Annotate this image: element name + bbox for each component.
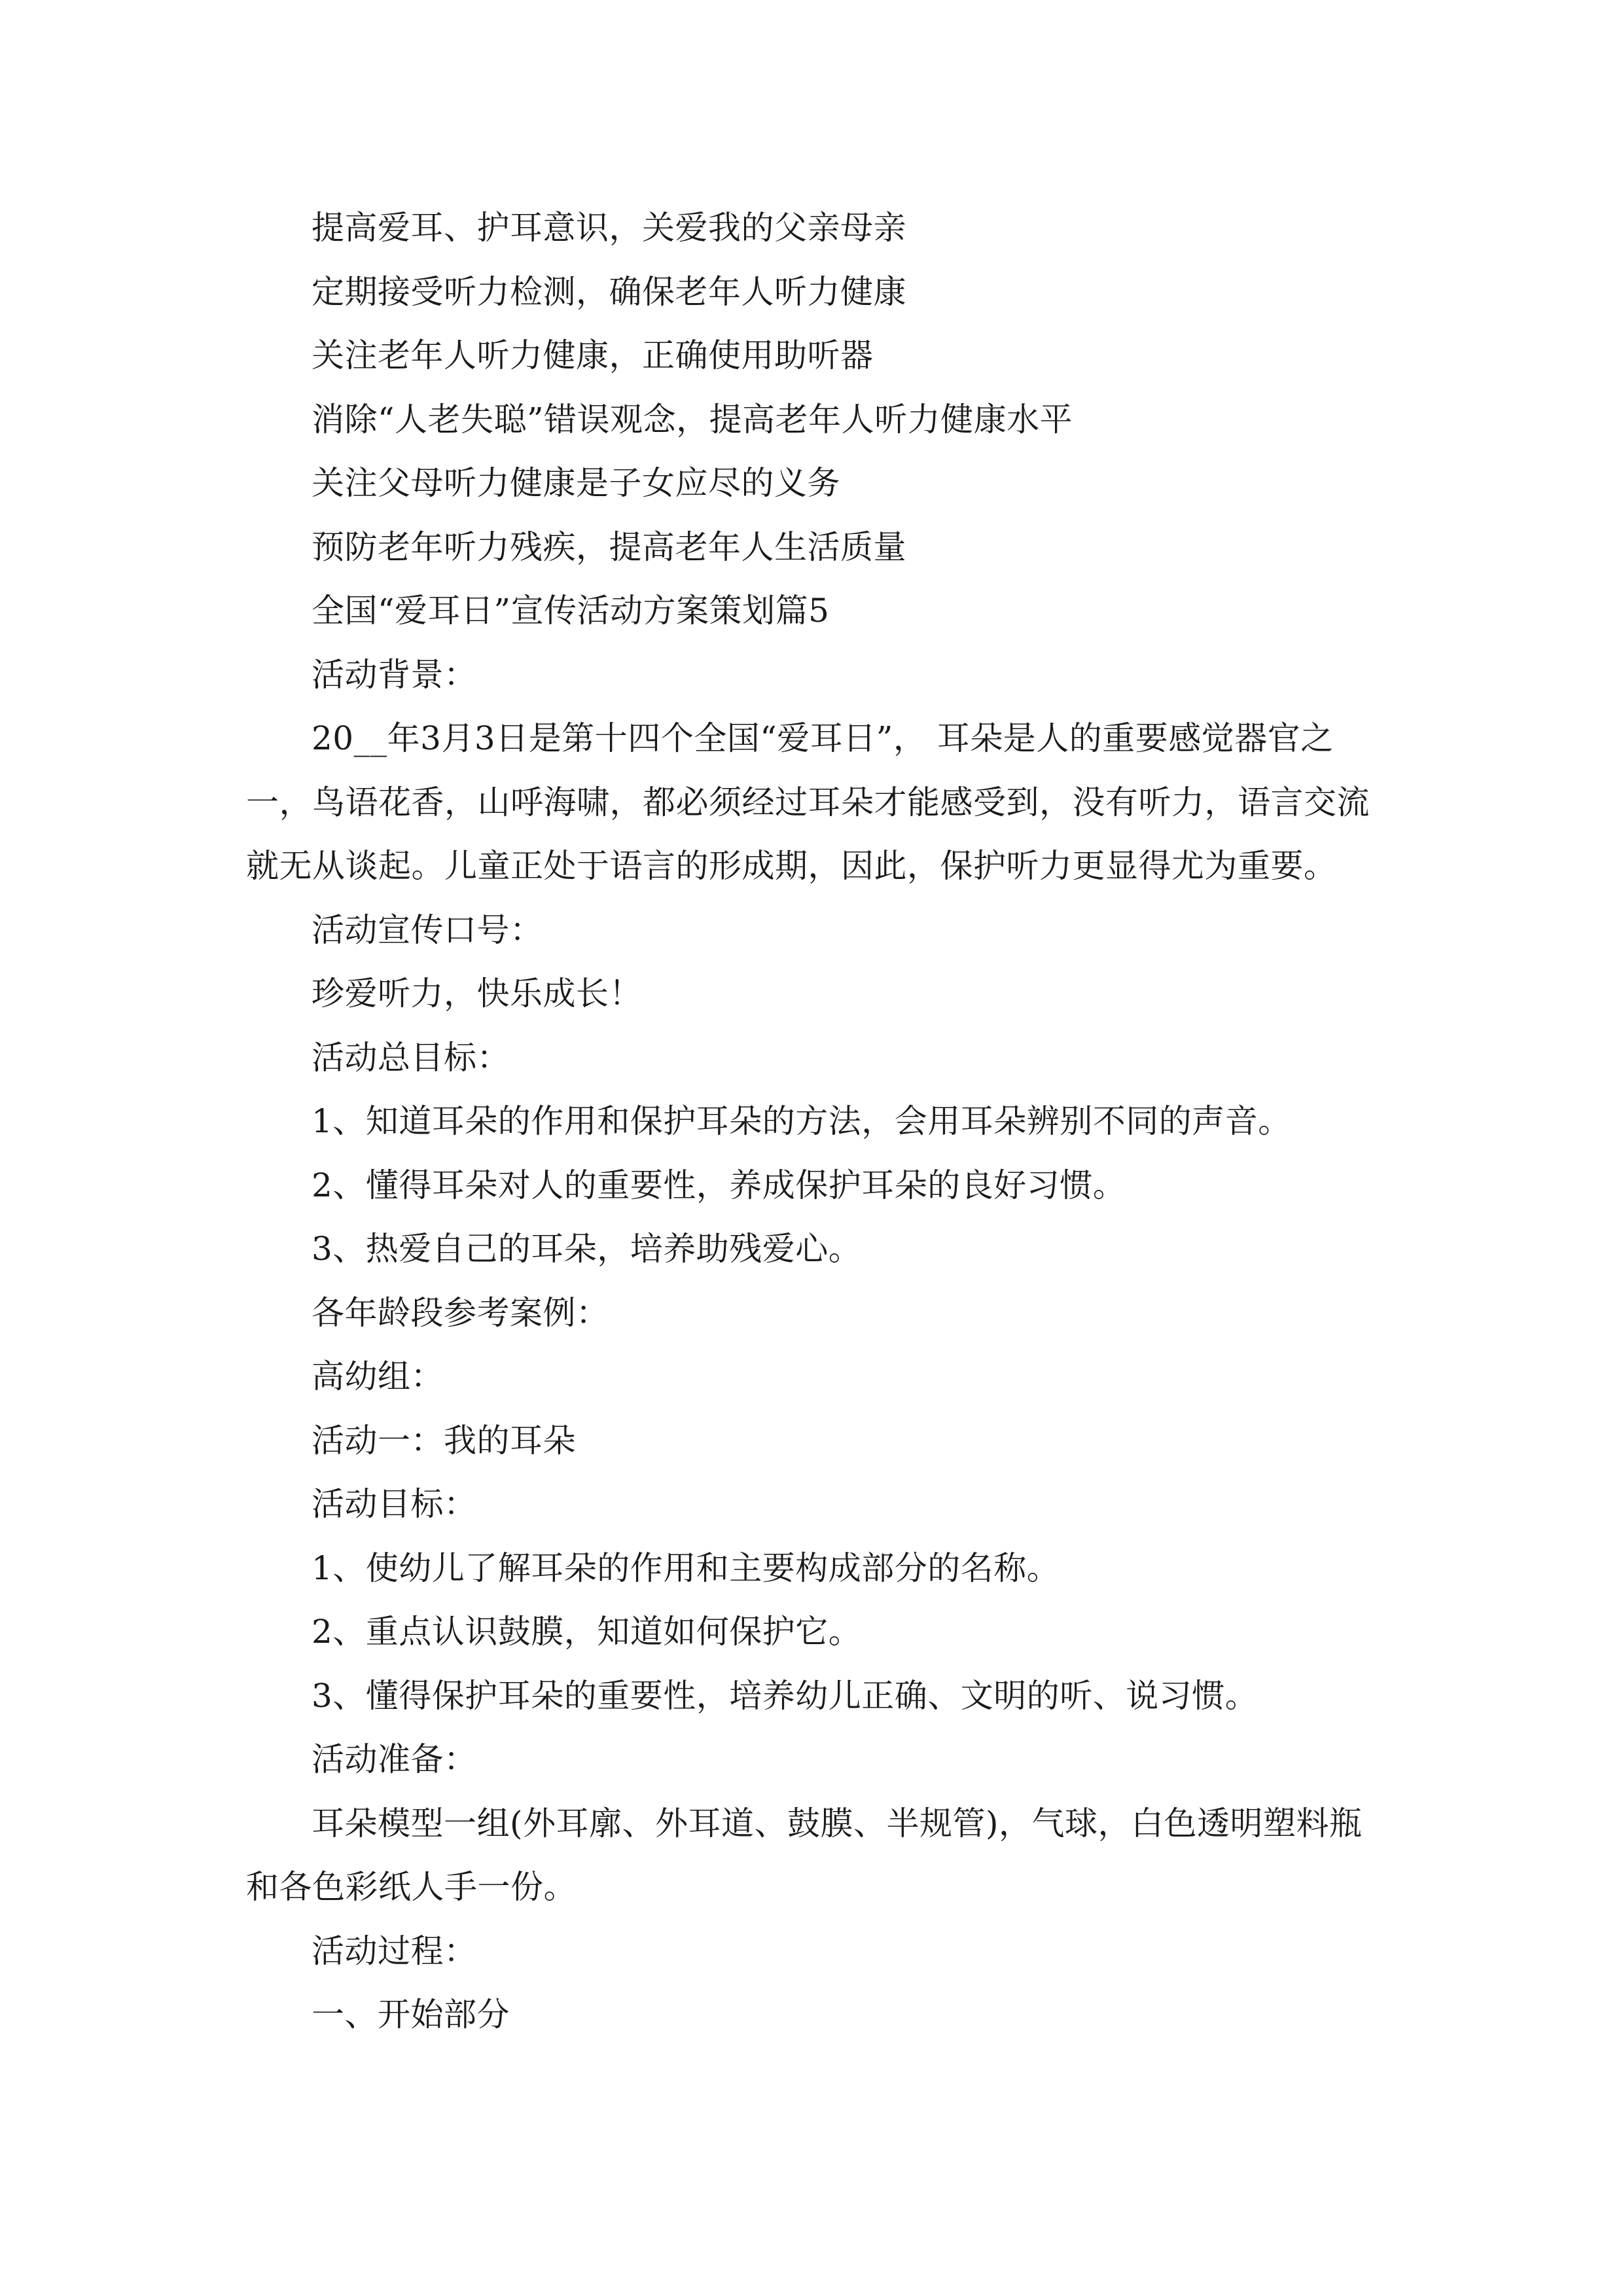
list-item: 1、知道耳朵的作用和保护耳朵的方法，会用耳朵辨别不同的声音。 (312, 1102, 1291, 1140)
list-item: 3、热爱自己的耳朵，培养助残爱心。 (312, 1230, 862, 1268)
paragraph: 耳朵模型一组(外耳廓、外耳道、鼓膜、半规管)，气球，白色透明塑料瓶和各色彩纸人手一份。 (246, 1804, 1363, 1906)
subheading: 活动一：我的耳朵 (312, 1421, 576, 1460)
subheading: 各年龄段参考案例： (312, 1293, 609, 1332)
paragraph: 定期接受听力检测，确保老年人听力健康 (312, 272, 906, 311)
list-item: 2、懂得耳朵对人的重要性，养成保护耳朵的良好习惯。 (312, 1166, 1126, 1204)
list-item: 1、使幼儿了解耳朵的作用和主要构成部分的名称。 (312, 1549, 1060, 1587)
paragraph: 关注父母听力健康是子女应尽的义务 (312, 464, 840, 502)
subheading: 活动准备： (312, 1740, 477, 1778)
subheading: 活动目标： (312, 1485, 477, 1523)
subheading: 活动过程： (312, 1931, 477, 1970)
subheading: 活动背景： (312, 655, 477, 694)
list-item: 3、懂得保护耳朵的重要性，培养幼儿正确、文明的听、说习惯。 (312, 1676, 1258, 1715)
subheading: 活动总目标： (312, 1038, 510, 1077)
paragraph: 预防老年听力残疾，提高老年人生活质量 (312, 528, 906, 566)
list-item: 2、重点认识鼓膜，知道如何保护它。 (312, 1613, 862, 1651)
paragraph: 关注老年人听力健康，正确使用助听器 (312, 336, 874, 374)
paragraph: 20__年3月3日是第十四个全国“爱耳日”， 耳朵是人的重要感觉器官之一，鸟语花香，山呼海啸，都必须经过耳朵才能感受到，没有听力，语言交流就无从谈起。儿童正处于语言的形成期，因此，保护听力更显得尤为重要。 (246, 719, 1370, 885)
document-body (246, 196, 1378, 2047)
subheading: 活动宣传口号： (312, 910, 543, 949)
paragraph: 消除“人老失聪”错误观念，提高老年人听力健康水平 (312, 400, 1073, 439)
subheading: 一、开始部分 (312, 1996, 510, 2034)
slogan: 珍爱听力，快乐成长！ (312, 975, 642, 1013)
subheading: 高幼组： (312, 1357, 444, 1395)
section-heading: 全国“爱耳日”宣传活动方案策划篇5 (312, 592, 830, 630)
paragraph: 提高爱耳、护耳意识，关爱我的父亲母亲 (312, 209, 906, 247)
